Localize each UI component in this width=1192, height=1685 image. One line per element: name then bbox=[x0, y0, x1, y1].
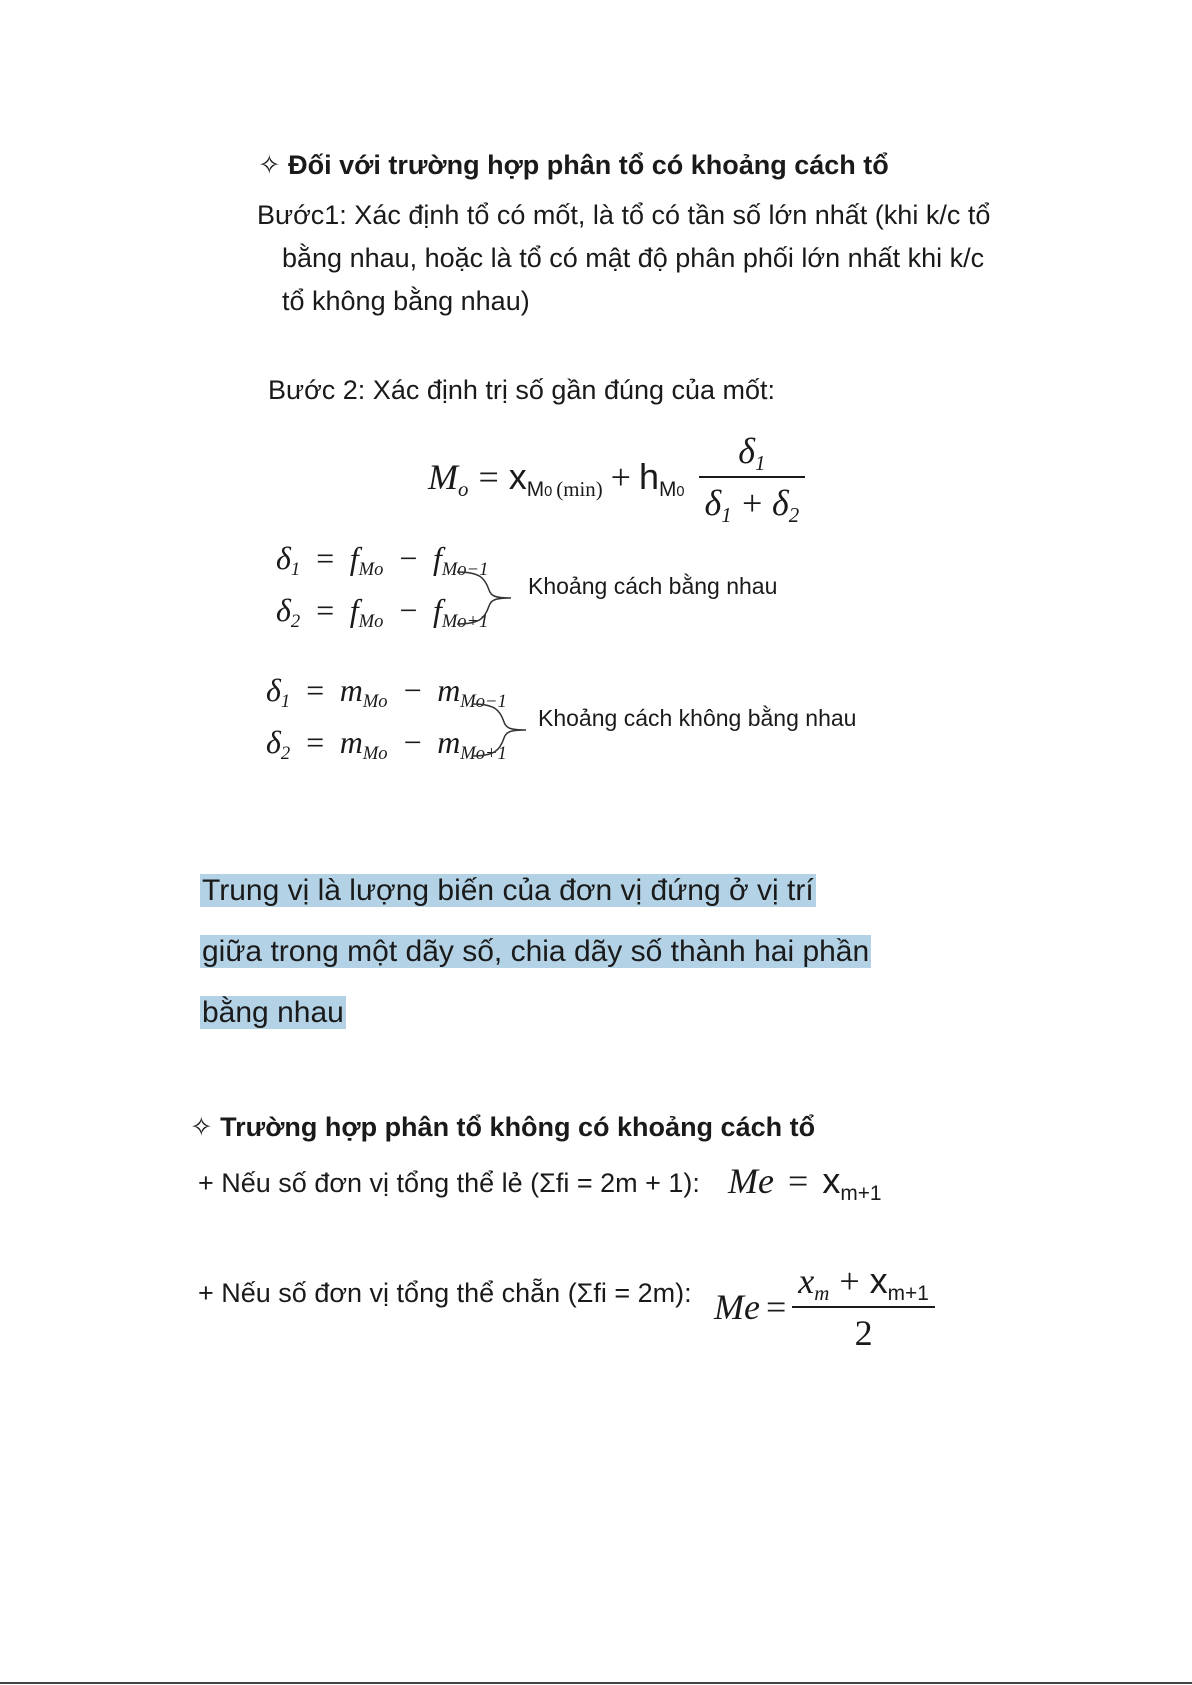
even-case-text: + Nếu số đơn vị tổng thể chẵn (Σfi = 2m): bbox=[198, 1278, 692, 1308]
page-bottom-border bbox=[0, 1682, 1192, 1684]
even-formula: Me = $\frac{x_m + x_{m+1}}{2}$ bbox=[714, 1260, 935, 1354]
mode-formula bbox=[428, 430, 805, 528]
mo-eq: = bbox=[478, 457, 499, 497]
step1-line2: bằng nhau, hoặc là tổ có mật độ phân phối lớn nhất khi k/c bbox=[282, 243, 985, 273]
odd-case-text: + Nếu số đơn vị tổng thể lẻ (Σfi = 2m + 1): bbox=[198, 1168, 700, 1198]
odd-formula: $Me = x_{m+1}$ bbox=[728, 1160, 882, 1206]
section2-heading bbox=[190, 1112, 815, 1143]
section2-heading-text: Trường hợp phân tổ không có khoảng cách tổ bbox=[220, 1112, 816, 1142]
unequal-delta2: $\delta_2 = m_{Mo} - m_{Mo+1}$ bbox=[266, 724, 507, 765]
section1-heading bbox=[258, 150, 889, 181]
mo-fraction: $\frac{\delta_1}{\delta_1 + \delta_2}$ bbox=[699, 430, 806, 524]
step2-text: Bước 2: Xác định trị số gần đúng của mốt: bbox=[268, 375, 776, 405]
diamond-bullet-icon: ✧ bbox=[190, 1112, 213, 1142]
median-def-line3: bằng nhau bbox=[202, 996, 344, 1029]
equal-delta1: $\delta_1 = f_{Mo} - f_{Mo-1}$ bbox=[276, 540, 489, 581]
unequal-case-label: Khoảng cách không bằng nhau bbox=[538, 705, 857, 731]
diamond-bullet-icon: ✧ bbox=[258, 150, 281, 180]
unequal-brace-icon bbox=[470, 700, 530, 760]
mo-h-term: $h_{M0}$ bbox=[638, 456, 685, 502]
mo-plus: + bbox=[610, 457, 631, 497]
equal-case-label: Khoảng cách bằng nhau bbox=[528, 573, 778, 599]
section1-heading-text: Đối với trường hợp phân tổ có khoảng cách tổ bbox=[288, 150, 889, 180]
unequal-delta1: $\delta_1 = m_{Mo} - m_{Mo-1}$ bbox=[266, 672, 507, 713]
step1-line1: Bước1: Xác định tổ có mốt, là tổ có tần số lớn nhất (khi k/c tổ bbox=[257, 200, 991, 230]
step1-line3: tổ không bằng nhau) bbox=[282, 286, 530, 316]
mo-x-term: $x_{M0 (min)}$ bbox=[508, 456, 603, 502]
equal-brace-icon bbox=[455, 568, 515, 628]
median-def-line1: Trung vị là lượng biến của đơn vị đứng ở vị trí bbox=[202, 874, 814, 907]
mo-lhs: $M_o$ bbox=[428, 457, 469, 502]
median-def-line2: giữa trong một dãy số, chia dãy số thành hai phần bbox=[202, 935, 870, 968]
equal-delta2: $\delta_2 = f_{Mo} - f_{Mo+1}$ bbox=[276, 592, 489, 633]
even-fraction: $\frac{x_m + x_{m+1}}{2}$ bbox=[792, 1260, 935, 1354]
